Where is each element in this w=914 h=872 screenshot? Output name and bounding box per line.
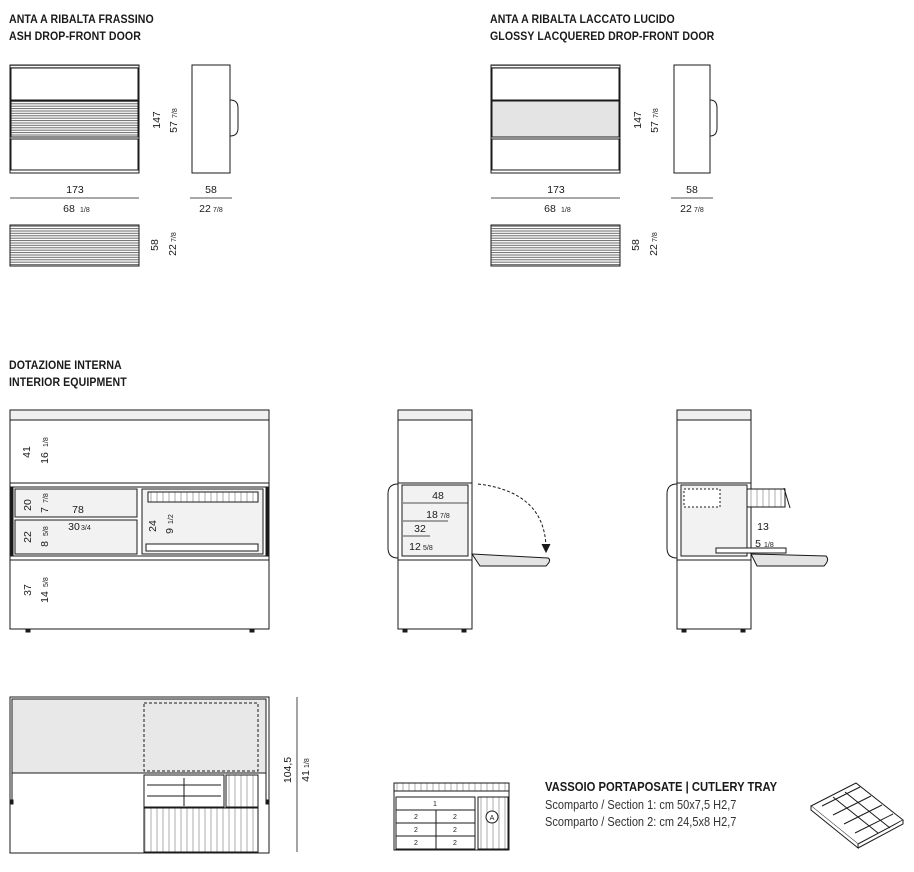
- drawer1-in: 7: [39, 507, 51, 513]
- interior-title-en: INTERIOR EQUIPMENT: [9, 375, 127, 389]
- inner-depth-in-frac: 7/8: [440, 513, 450, 520]
- ash-depth-in: 22: [199, 203, 211, 215]
- ash-height-in: 57: [168, 121, 180, 133]
- tray-ext-cm: 13: [757, 521, 769, 533]
- lacquer-plan-depth-cm: 58: [630, 239, 642, 251]
- tray-label-2a: 2: [414, 814, 418, 821]
- lacquer-height-in-frac: 7/8: [653, 108, 660, 118]
- ash-depth-cm: 58: [205, 184, 217, 196]
- right-comp-in: 9: [164, 528, 176, 534]
- lacquer-plan-depth-in: 22: [648, 244, 660, 256]
- lacquer-width-cm: 173: [547, 184, 565, 196]
- drawer1-cm: 20: [22, 499, 34, 511]
- ash-width-cm: 173: [66, 184, 84, 196]
- ash-width-in-frac: 1/8: [80, 207, 90, 214]
- tray-marker-a: A: [489, 815, 495, 822]
- open-front-view: [10, 697, 269, 853]
- ash-plan-depth-in: 22: [167, 244, 179, 256]
- ash-title-en: ASH DROP-FRONT DOOR: [9, 29, 141, 43]
- ash-front-view: [10, 65, 139, 173]
- drawer2-cm: 22: [22, 531, 34, 543]
- top-comp-in: 16: [39, 452, 51, 464]
- bottom-comp-in-frac: 5/8: [43, 577, 50, 587]
- tray-ext-in: 5: [755, 538, 761, 550]
- tray-label-2e: 2: [414, 840, 418, 847]
- tray-label-2b: 2: [453, 814, 457, 821]
- tray-label-2d: 2: [453, 827, 457, 834]
- open-height-in-frac: 1/8: [304, 758, 311, 768]
- lacquer-plan-view: [491, 225, 620, 266]
- inner-depth-in: 18: [426, 509, 438, 521]
- lacquer-depth-cm: 58: [686, 184, 698, 196]
- interior-tray-section: [667, 410, 828, 632]
- cutlery-tray-isometric: [811, 783, 903, 848]
- tray-title: VASSOIO PORTAPOSATE | CUTLERY TRAY: [545, 780, 778, 794]
- bottom-comp-in: 14: [39, 591, 51, 603]
- ash-side-view: [192, 65, 238, 173]
- interior-title-it: DOTAZIONE INTERNA: [9, 358, 122, 372]
- door-depth-in: 12: [409, 541, 421, 553]
- tray-label-2f: 2: [453, 840, 457, 847]
- ash-plan-depth-cm: 58: [149, 239, 161, 251]
- tray-ext-in-frac: 1/8: [764, 542, 774, 549]
- inner-depth-cm: 48: [432, 490, 444, 502]
- bottom-comp-cm: 37: [22, 584, 34, 596]
- drawer2-in: 8: [39, 541, 51, 547]
- lacquer-width-in: 68: [544, 203, 556, 215]
- lacquer-plan-depth-in-frac: 7/8: [652, 232, 659, 242]
- lacquer-depth-in: 22: [680, 203, 692, 215]
- tray-section-2: Scomparto / Section 2: cm 24,5x8 H2,7: [545, 815, 737, 829]
- ash-plan-depth-in-frac: 7/8: [171, 232, 178, 242]
- drawer2-in-frac: 5/8: [43, 526, 50, 536]
- drawer-width-in-frac: 3/4: [81, 525, 91, 532]
- top-comp-in-frac: 1/8: [43, 437, 50, 447]
- right-comp-cm: 24: [147, 520, 159, 532]
- open-height-cm: 104,5: [282, 756, 294, 784]
- drawer-width-in: 30: [68, 521, 80, 533]
- lacquer-width-in-frac: 1/8: [561, 207, 571, 214]
- door-depth-cm: 32: [414, 523, 426, 535]
- right-comp-in-frac: 1/2: [168, 514, 175, 524]
- drawer1-in-frac: 7/8: [43, 493, 50, 503]
- ash-plan-view: [10, 225, 139, 266]
- ash-width-in: 68: [63, 203, 75, 215]
- door-depth-in-frac: 5/8: [423, 545, 433, 552]
- ash-height-in-frac: 7/8: [172, 108, 179, 118]
- tray-section-1: Scomparto / Section 1: cm 50x7,5 H2,7: [545, 798, 737, 812]
- lacquer-title-it: ANTA A RIBALTA LACCATO LUCIDO: [490, 12, 675, 26]
- tray-label-2c: 2: [414, 827, 418, 834]
- lacquer-front-view: [491, 65, 620, 173]
- lacquer-side-view: [674, 65, 717, 173]
- top-comp-cm: 41: [21, 446, 33, 458]
- tray-label-1: 1: [433, 801, 437, 808]
- lacquer-depth-in-frac: 7/8: [694, 207, 704, 214]
- lacquer-height-cm: 147: [632, 111, 644, 129]
- ash-depth-in-frac: 7/8: [213, 207, 223, 214]
- open-height-in: 41: [300, 770, 312, 782]
- lacquer-title-en: GLOSSY LACQUERED DROP-FRONT DOOR: [490, 29, 715, 43]
- ash-title-it: ANTA A RIBALTA FRASSINO: [9, 12, 154, 26]
- ash-height-cm: 147: [151, 111, 163, 129]
- drawer-width-cm: 78: [72, 504, 84, 516]
- lacquer-height-in: 57: [649, 121, 661, 133]
